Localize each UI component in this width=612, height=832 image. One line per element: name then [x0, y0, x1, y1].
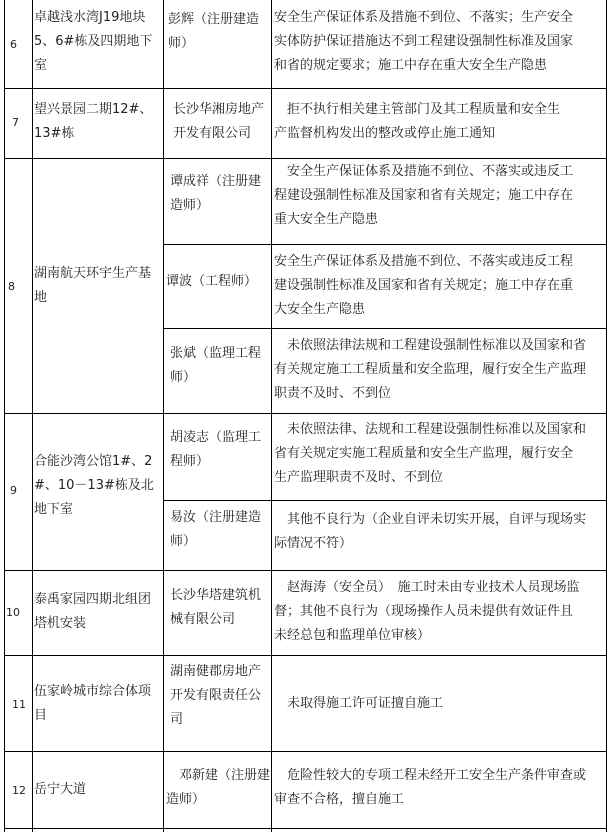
- project-name: 伍家岭城市综合体项 目: [34, 684, 152, 723]
- violation-description: 安全生产保证体系及措施不到位、不落实或违反工程 建设强制性标准及国家和省有关规定；施工中存在重 大安全生产隐患: [274, 254, 574, 317]
- project-name: 湖南航天环宇生产基 地: [34, 266, 152, 305]
- row-divider: [4, 828, 607, 829]
- project-name: 望兴景园二期12#、 13#栋: [34, 102, 153, 141]
- row-divider: [4, 751, 607, 752]
- violation-description: 其他不良行为（企业自评未切实开展，自评与现场实 际情况不符）: [274, 512, 587, 551]
- responsible-person: 胡凌志（监理工 程师）: [170, 430, 262, 469]
- responsible-party: 长沙华湘房地产 开发有限公司: [173, 102, 265, 141]
- violation-description: 安全生产保证体系及措施不到位、不落实；生产安全 实体防护保证措施达不到工程建设强制性标准及国家 和省的规定要求；施工中存在重大安全生产隐患: [274, 10, 574, 73]
- violation-description: 安全生产保证体系及措施不到位、不落实或违反工 程建设强制性标准及国家和省有关规定；施工中存在 重大安全生产隐患: [274, 164, 574, 227]
- responsible-party: 湖南健郡房地产 开发有限责任公 司: [170, 664, 262, 727]
- responsible-person: 易汝（注册建造 师）: [170, 510, 262, 549]
- violation-description: 拒不执行相关建主管部门及其工程质量和安全生 产监督机构发出的整改或停止施工通知: [274, 102, 561, 141]
- responsible-person: 邓新建（注册建 造师）: [166, 768, 271, 807]
- responsible-person: 张斌（监理工程 师）: [170, 346, 262, 385]
- responsible-person: 彭辉（注册建造 师）: [168, 12, 260, 51]
- project-name: 卓越浅水湾J19地块 5、6#栋及四期地下 室: [34, 10, 153, 73]
- row-divider: [4, 88, 607, 89]
- table-divider-project: [163, 0, 164, 832]
- row-divider: [163, 500, 607, 501]
- violation-description: 未取得施工许可证擅自施工: [274, 696, 444, 711]
- row-number: 8: [8, 280, 15, 293]
- table-divider-no: [32, 0, 33, 832]
- table-divider-person: [271, 0, 272, 832]
- row-number: 9: [10, 484, 17, 497]
- row-divider: [4, 570, 607, 571]
- violation-description: 未依照法律、法规和工程建设强制性标准以及国家和 省有关规定实施工程质量和安全生产监理，履行安全 生产监理职责不及时、不到位: [274, 422, 587, 485]
- project-name: 合能沙湾公馆1#、2 #、10－13#栋及北 地下室: [34, 454, 154, 517]
- project-name: 岳宁大道: [34, 782, 87, 797]
- row-number: 12: [12, 784, 26, 797]
- row-divider: [163, 328, 607, 329]
- row-number: 6: [10, 38, 17, 51]
- project-name: 泰禹家园四期北组团 塔机安装: [34, 592, 152, 631]
- responsible-person: 谭成祥（注册建 造师）: [170, 174, 262, 213]
- responsible-party: 长沙华塔建筑机 械有限公司: [170, 588, 262, 627]
- row-number: 7: [12, 116, 19, 129]
- row-divider: [4, 158, 607, 159]
- row-number: 10: [6, 606, 20, 619]
- violation-description: 赵海涛（安全员） 施工时未由专业技术人员现场监 督；其他不良行为（现场操作人员未提供有效证件且 未经总包和监理单位审核）: [274, 580, 580, 643]
- row-divider: [163, 244, 607, 245]
- table-border-left: [4, 0, 5, 832]
- row-divider: [4, 413, 607, 414]
- violation-description: 未依照法律法规和工程建设强制性标准以及国家和省 有关规定施工工程质量和安全监理，履行安全生产监理 职责不及时、不到位: [274, 338, 587, 401]
- row-divider: [4, 655, 607, 656]
- table-border-right: [606, 0, 607, 832]
- violation-description: 危险性较大的专项工程未经开工安全生产条件审查或 审查不合格，擅自施工: [274, 768, 587, 807]
- row-number: 11: [12, 698, 26, 711]
- responsible-person: 谭波（工程师）: [166, 274, 258, 289]
